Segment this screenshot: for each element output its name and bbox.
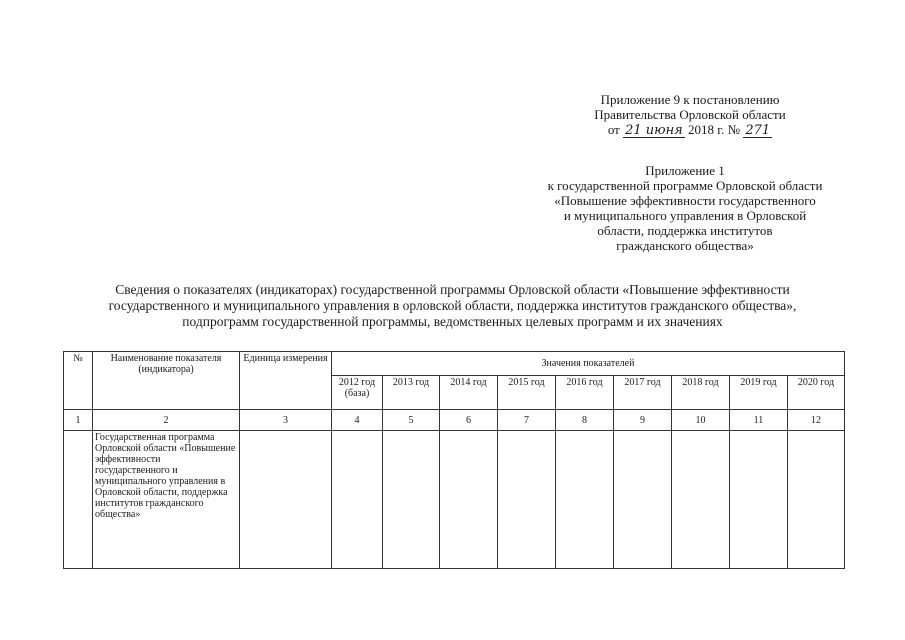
column-number: 2 <box>93 410 240 431</box>
appendix1-line: и муниципального управления в Орловской <box>563 208 807 223</box>
table-cell <box>730 431 788 569</box>
column-number: 1 <box>64 410 93 431</box>
handwritten-date: 21 июня <box>625 123 683 138</box>
table-cell <box>788 431 845 569</box>
title-line: Сведения о показателях (индикаторах) государственной программы Орловской области «Повышение эффективности <box>115 282 790 297</box>
column-number: 11 <box>730 410 788 431</box>
appendix9-header <box>560 92 820 138</box>
column-number: 8 <box>556 410 614 431</box>
header-indicator-name: Наименование показателя (индикатора) <box>93 352 240 410</box>
header-year: 2015 год <box>498 376 556 410</box>
header-year: 2012 год (база) <box>332 376 383 410</box>
header-year: 2019 год <box>730 376 788 410</box>
appendix1-line: к государственной программе Орловской области <box>547 178 823 193</box>
header-year: 2020 год <box>788 376 845 410</box>
date-suffix: 2018 г. № <box>688 122 741 137</box>
table-cell <box>440 431 498 569</box>
header-year: 2014 год <box>440 376 498 410</box>
appendix1-line: гражданского общества» <box>616 238 754 253</box>
appendix1-header <box>505 163 865 253</box>
header-year: 2018 год <box>672 376 730 410</box>
appendix9-date-line <box>560 122 820 138</box>
column-number: 3 <box>240 410 332 431</box>
column-number: 5 <box>383 410 440 431</box>
date-prefix: от <box>607 122 620 137</box>
appendix1-line: Приложение 1 <box>645 163 725 178</box>
table-cell <box>383 431 440 569</box>
program-name-cell: Государственная программа Орловской области «Повышение эффективности государственного и муниципального управления в Орловской области, поддержка институтов гражданского общества» <box>93 431 240 569</box>
table-cell <box>556 431 614 569</box>
column-number: 10 <box>672 410 730 431</box>
title-line: подпрограмм государственной программы, ведомственных целевых программ и их значениях <box>182 314 723 329</box>
indicators-table <box>63 351 845 569</box>
header-unit: Единица измерения <box>240 352 332 410</box>
header-no: № <box>64 352 93 410</box>
document-title <box>20 282 885 330</box>
column-number: 7 <box>498 410 556 431</box>
table-cell <box>240 431 332 569</box>
appendix9-line1: Приложение 9 к постановлению <box>600 92 780 107</box>
column-number: 12 <box>788 410 845 431</box>
table-cell <box>614 431 672 569</box>
column-number: 6 <box>440 410 498 431</box>
table-cell <box>64 431 93 569</box>
header-values: Значения показателей <box>332 352 845 376</box>
header-year: 2017 год <box>614 376 672 410</box>
appendix9-line2: Правительства Орловской области <box>594 107 786 122</box>
title-line: государственного и муниципального управления в орловской области, поддержка институтов гражданского общества», <box>108 298 797 313</box>
table-cell <box>332 431 383 569</box>
header-year: 2013 год <box>383 376 440 410</box>
table-cell <box>672 431 730 569</box>
column-number: 9 <box>614 410 672 431</box>
header-year: 2016 год <box>556 376 614 410</box>
appendix1-line: области, поддержка институтов <box>597 223 773 238</box>
handwritten-number: 271 <box>745 123 771 138</box>
table-cell <box>498 431 556 569</box>
appendix1-line: «Повышение эффективности государственного <box>554 193 816 208</box>
column-number: 4 <box>332 410 383 431</box>
